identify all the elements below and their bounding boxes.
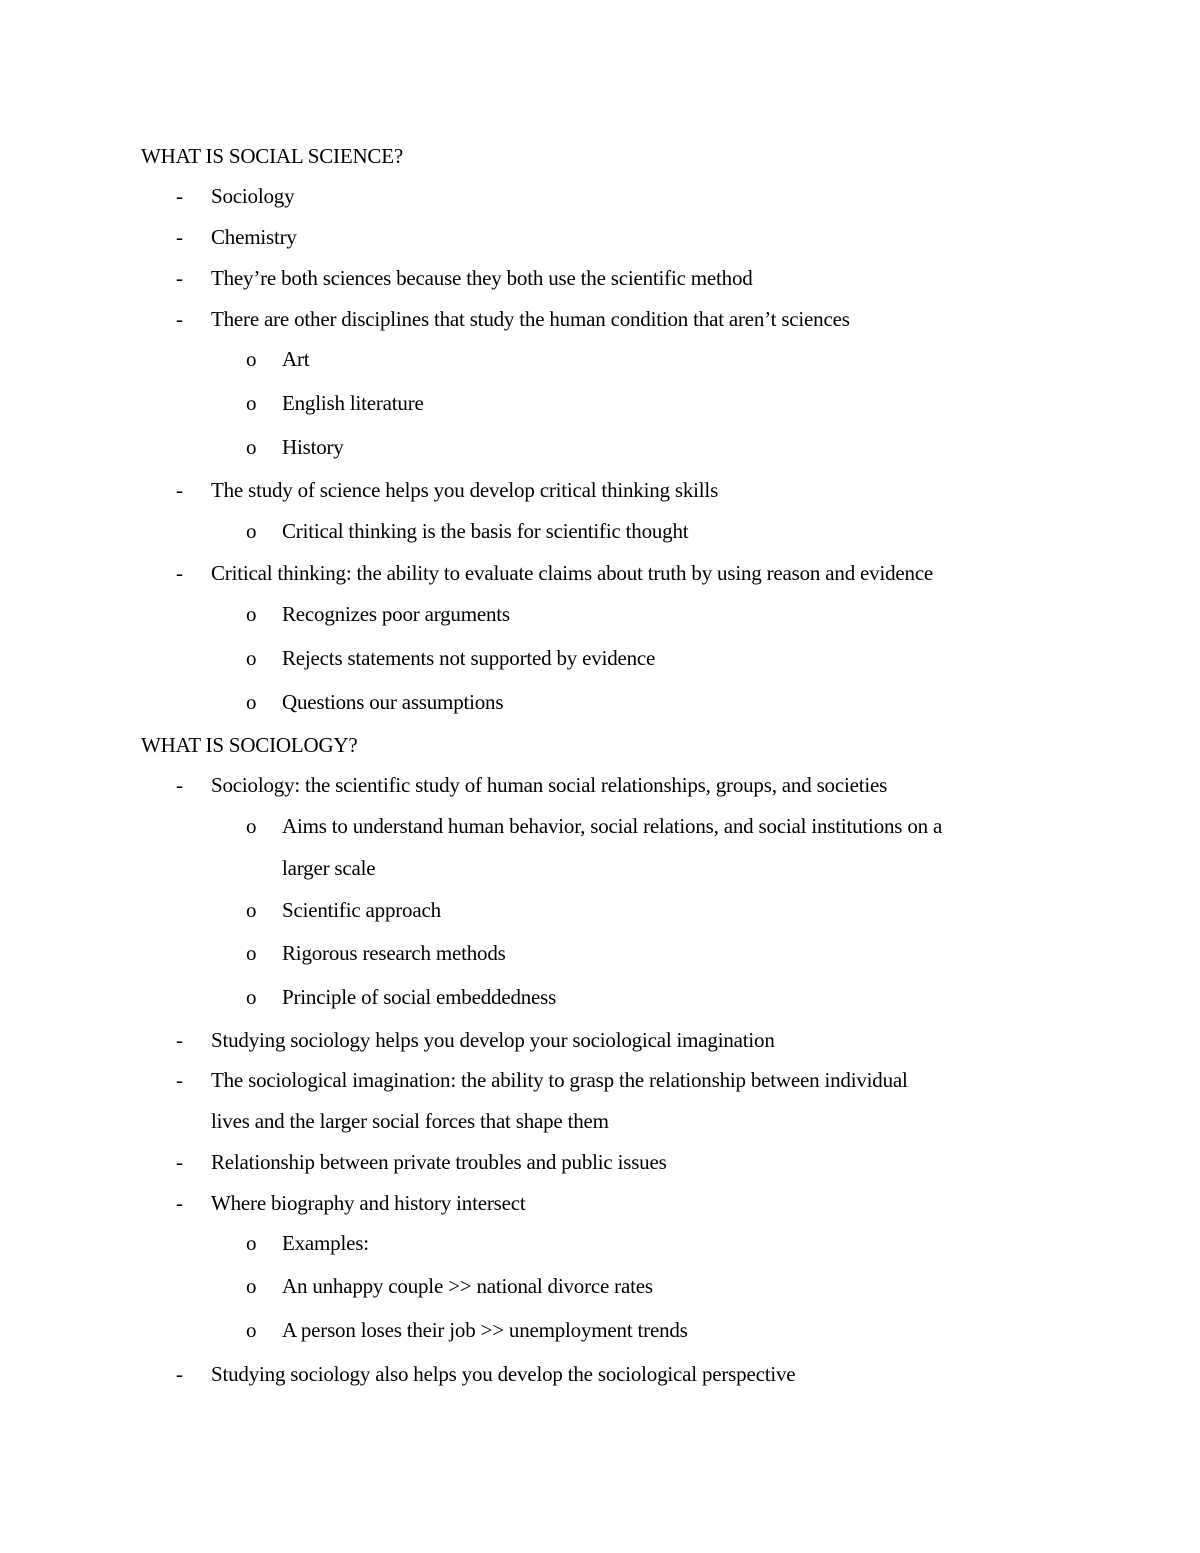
dash-bullet-icon: - xyxy=(176,1028,183,1052)
dash-bullet-icon: - xyxy=(176,1362,183,1386)
dash-bullet-icon: - xyxy=(176,561,183,585)
dash-bullet-icon: - xyxy=(176,184,183,208)
dash-bullet-icon: - xyxy=(176,478,183,502)
sub-bullet-item-text: English literature xyxy=(282,391,424,415)
bullet-item-text: Chemistry xyxy=(211,225,297,249)
sub-bullet-item-continuation: larger scale xyxy=(282,856,376,880)
bullet-item-continuation: lives and the larger social forces that shape them xyxy=(211,1109,609,1133)
sub-bullet-item-text: Rejects statements not supported by evidence xyxy=(282,646,656,670)
dash-bullet-icon: - xyxy=(176,225,183,249)
bullet-item-text: Studying sociology also helps you develop the sociological perspective xyxy=(211,1362,796,1386)
bullet-item-text: There are other disciplines that study the human condition that aren’t sciences xyxy=(211,307,850,331)
dash-bullet-icon: - xyxy=(176,1191,183,1215)
sub-bullet-item-text: Principle of social embeddedness xyxy=(282,985,557,1009)
sub-bullet-item-text: Recognizes poor arguments xyxy=(282,602,510,626)
bullet-item-text: The sociological imagination: the ability to grasp the relationship between individual xyxy=(211,1068,908,1092)
dash-bullet-icon: - xyxy=(176,1150,183,1174)
sub-bullet-item-text: Scientific approach xyxy=(282,898,441,922)
dash-bullet-icon: - xyxy=(176,266,183,290)
section-heading: WHAT IS SOCIOLOGY? xyxy=(141,733,358,757)
bullet-item-text: They’re both sciences because they both use the scientific method xyxy=(211,266,753,290)
sub-bullet-item-text: Examples: xyxy=(282,1231,369,1255)
circle-bullet-icon: o xyxy=(246,519,257,543)
circle-bullet-icon: o xyxy=(246,1318,257,1342)
sub-bullet-item-text: An unhappy couple >> national divorce rates xyxy=(282,1274,653,1298)
dash-bullet-icon: - xyxy=(176,773,183,797)
sub-bullet-item-text: Critical thinking is the basis for scientific thought xyxy=(282,519,689,543)
circle-bullet-icon: o xyxy=(246,941,257,965)
circle-bullet-icon: o xyxy=(246,646,257,670)
circle-bullet-icon: o xyxy=(246,602,257,626)
sub-bullet-item-text: Aims to understand human behavior, social relations, and social institutions on a xyxy=(282,814,943,838)
dash-bullet-icon: - xyxy=(176,307,183,331)
circle-bullet-icon: o xyxy=(246,435,257,459)
circle-bullet-icon: o xyxy=(246,898,257,922)
circle-bullet-icon: o xyxy=(246,1231,257,1255)
bullet-item-text: Studying sociology helps you develop your sociological imagination xyxy=(211,1028,775,1052)
sub-bullet-item-text: History xyxy=(282,435,344,459)
bullet-item-text: Relationship between private troubles and public issues xyxy=(211,1150,667,1174)
dash-bullet-icon: - xyxy=(176,1068,183,1092)
circle-bullet-icon: o xyxy=(246,690,257,714)
circle-bullet-icon: o xyxy=(246,347,257,371)
bullet-item-text: Where biography and history intersect xyxy=(211,1191,526,1215)
sub-bullet-item-text: Art xyxy=(282,347,310,371)
sub-bullet-item-text: A person loses their job >> unemployment trends xyxy=(282,1318,688,1342)
bullet-item-text: The study of science helps you develop critical thinking skills xyxy=(211,478,719,502)
circle-bullet-icon: o xyxy=(246,985,257,1009)
circle-bullet-icon: o xyxy=(246,1274,257,1298)
bullet-item-text: Sociology xyxy=(211,184,295,208)
bullet-item-text: Sociology: the scientific study of human social relationships, groups, and societies xyxy=(211,773,888,797)
sub-bullet-item-text: Rigorous research methods xyxy=(282,941,506,965)
section-heading: WHAT IS SOCIAL SCIENCE? xyxy=(141,144,403,168)
circle-bullet-icon: o xyxy=(246,814,257,838)
sub-bullet-item-text: Questions our assumptions xyxy=(282,690,504,714)
bullet-item-text: Critical thinking: the ability to evaluate claims about truth by using reason and evidence xyxy=(211,561,934,585)
circle-bullet-icon: o xyxy=(246,391,257,415)
